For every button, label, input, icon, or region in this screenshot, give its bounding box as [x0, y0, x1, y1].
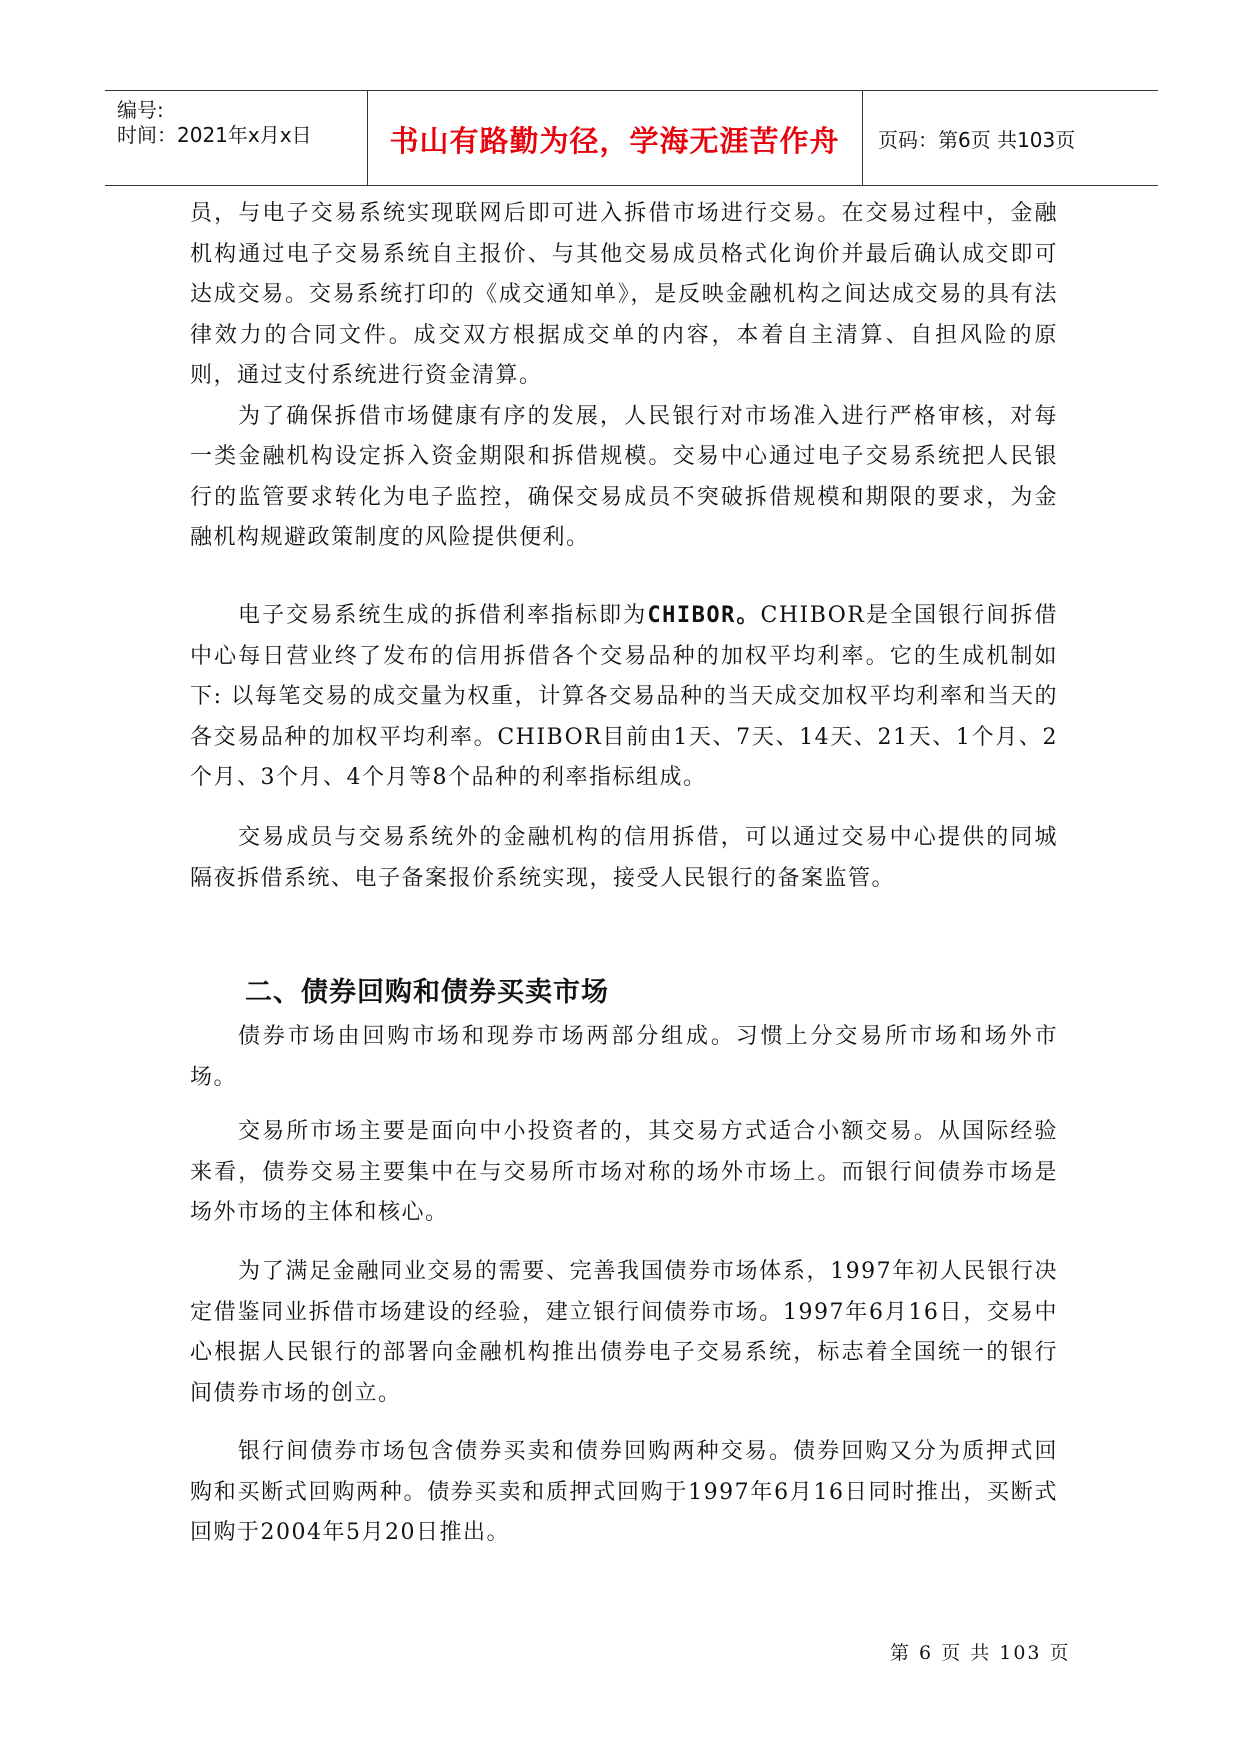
header-meta-cell	[105, 91, 368, 185]
body-block-4	[190, 1017, 1058, 1098]
paragraph-3-lead: 电子交易系统生成的拆借利率指标即为	[238, 603, 648, 628]
document-number-label: 编号:	[117, 98, 164, 122]
body-block-2	[190, 596, 1058, 799]
paragraph-5: 债券市场由回购市场和现券市场两部分组成。习惯上分交易所市场和场外市场。	[190, 1024, 1058, 1090]
document-time: 时间：2021年x月x日	[117, 123, 312, 147]
paragraph-2: 为了确保拆借市场健康有序的发展，人民银行对市场准入进行严格审核，对每一类金融机构设定拆入资金期限和拆借规模。交易中心通过电子交易系统把人民银行的监管要求转化为电子监控，确保交易成员不突破拆借规模和期限的要求，为金融机构规避政策制度的风险提供便利。	[190, 403, 1058, 550]
header-motto: 书山有路勤为径，学海无涯苦作舟	[389, 124, 840, 158]
paragraph-6: 交易所市场主要是面向中小投资者的，其交易方式适合小额交易。从国际经验来看，债券交易主要集中在与交易所市场对称的场外市场上。而银行间债券市场是场外市场的主体和核心。	[190, 1119, 1058, 1225]
header-page-number: 页码：第6页 共103页	[878, 128, 1076, 152]
body-block-5	[190, 1112, 1058, 1234]
body-block-3	[190, 818, 1058, 899]
paragraph-3-body: CHIBOR是全国银行间拆借中心每日营业终了发布的信用拆借各个交易品种的加权平均利率。它的生成机制如下: 以每笔交易的成交量为权重，计算各交易品种的当天成交加权平均利率和当天的各交易品种的加权平均利率。CHIBOR目前由1天、7天、14天、21天、1个月、2个月、3个月、4个月等8个品种的利率指标组成。	[190, 603, 1058, 790]
paragraph-3	[190, 596, 1058, 799]
page-header	[105, 90, 1158, 186]
header-motto-cell	[367, 91, 863, 185]
paragraph-1: 员，与电子交易系统实现联网后即可进入拆借市场进行交易。在交易过程中，金融机构通过电子交易系统自主报价、与其他交易成员格式化询价并最后确认成交即可达成交易。交易系统打印的《成交通知单》，是反映金融机构之间达成交易的具有法律效力的合同文件。成交双方根据成交单的内容，本着自主清算、自担风险的原则，通过支付系统进行资金清算。	[190, 201, 1058, 388]
paragraph-4: 交易成员与交易系统外的金融机构的信用拆借，可以通过交易中心提供的同城隔夜拆借系统、电子备案报价系统实现，接受人民银行的备案监管。	[190, 825, 1058, 891]
header-page-cell	[862, 91, 1158, 185]
paragraph-7: 为了满足金融同业交易的需要、完善我国债券市场体系，1997年初人民银行决定借鉴同业拆借市场建设的经验，建立银行间债券市场。1997年6月16日，交易中心根据人民银行的部署向金融机构推出债券电子交易系统，标志着全国统一的银行间债券市场的创立。	[190, 1259, 1058, 1406]
body-block-6	[190, 1252, 1058, 1414]
body-block-1	[190, 194, 1058, 559]
section-heading: 二、债券回购和债券买卖市场	[245, 977, 609, 1008]
paragraph-8: 银行间债券市场包含债券买卖和债券回购两种交易。债券回购又分为质押式回购和买断式回购两种。债券买卖和质押式回购于1997年6月16日同时推出，买断式回购于2004年5月20日推出。	[190, 1439, 1058, 1545]
chibor-keyword: CHIBOR。	[647, 603, 761, 628]
body-block-7	[190, 1432, 1058, 1554]
page-footer: 第 6 页 共 103 页	[890, 1642, 1071, 1664]
